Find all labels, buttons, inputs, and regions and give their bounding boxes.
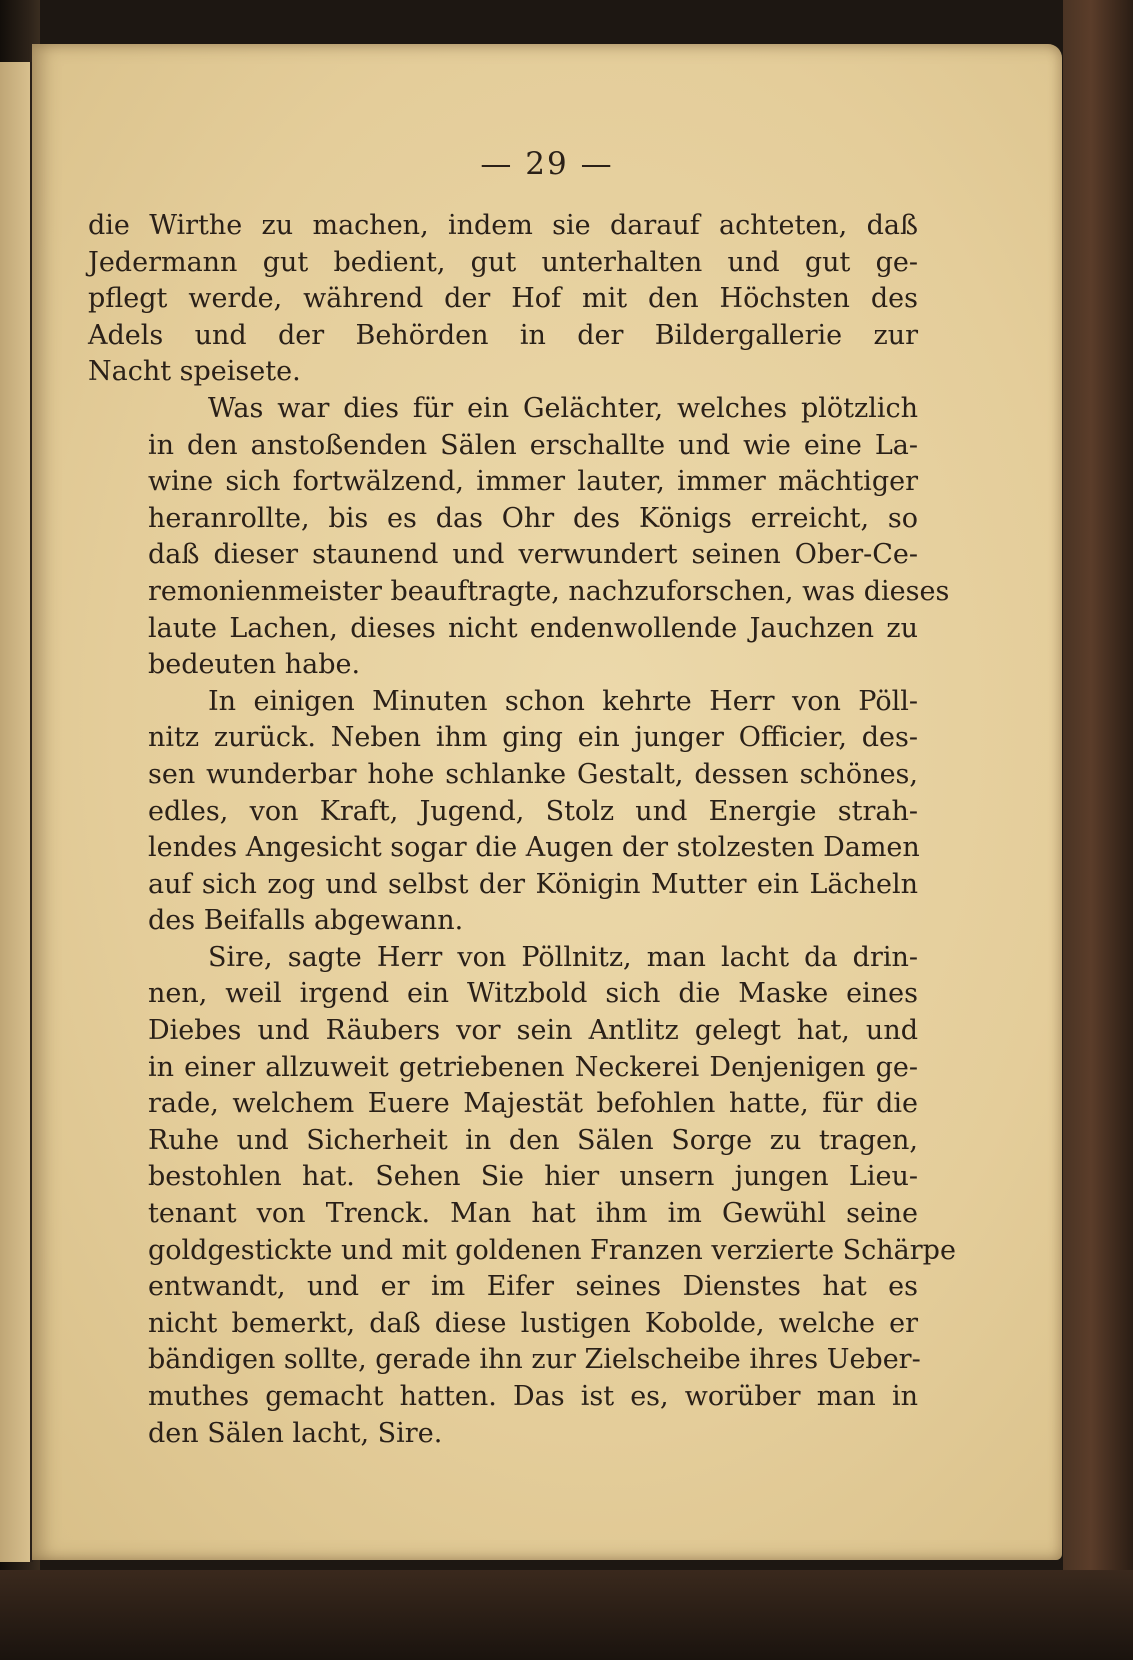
text-line: goldgestickte und mit goldenen Franzen verzierte Schärpe (148, 1234, 956, 1266)
text-line: die Wirthe zu machen, indem sie darauf achteten, daß (88, 210, 918, 241)
paragraph (88, 391, 950, 684)
text-line: sen wunderbar hohe schlanke Gestalt, dessen schönes, (148, 758, 918, 790)
text-line: pflegt werde, während der Hof mit den Höchsten des (88, 283, 918, 315)
text-line: Nacht speisete. (88, 356, 301, 388)
text-line: remonienmeister beauftragte, nachzuforschen, was dieses (148, 575, 950, 607)
text-line: in den anstoßenden Sälen erschallte und wie eine La- (148, 429, 918, 461)
text-line: des Beifalls abgewann. (148, 905, 464, 937)
text-line: Sire, sagte Herr von Pöllnitz, man lacht da drin- (208, 941, 918, 973)
text-line: nen, weil irgend ein Witzbold sich die Maske eines (148, 978, 918, 1010)
text-line: laute Lachen, dieses nicht endenwollende Jauchzen zu (148, 612, 918, 644)
text-line: Adels und der Behörden in der Bildergallerie zur (88, 319, 918, 351)
text-line: bändigen sollte, gerade ihn zur Zielscheibe ihres Ueber- (148, 1344, 921, 1376)
text-line: bedeuten habe. (148, 649, 361, 681)
text-line: bestohlen hat. Sehen Sie hier unsern jungen Lieu- (148, 1161, 918, 1193)
text-line: edles, von Kraft, Jugend, Stolz und Energie strah- (148, 795, 918, 827)
text-line: daß dieser staunend und verwundert seinen Ober-Ce- (148, 539, 918, 571)
text-line: Jedermann gut bedient, gut unterhalten und gut ge- (88, 246, 918, 278)
text-line: den Sälen lacht, Sire. (148, 1417, 443, 1449)
text-line: in einer allzuweit getriebenen Neckerei Denjenigen ge- (148, 1051, 918, 1083)
text-line: wine sich fortwälzend, immer lauter, immer mächtiger (148, 466, 918, 498)
text-line: tenant von Trenck. Man hat ihm im Gewühl seine (148, 1198, 918, 1230)
text-line: nitz zurück. Neben ihm ging ein junger Officier, des- (148, 722, 918, 754)
text-line: Diebes und Räubers vor sein Antlitz gelegt hat, und (148, 1015, 918, 1047)
previous-page-edge (0, 62, 33, 1562)
text-line: In einigen Minuten schon kehrte Herr von Pöll- (208, 685, 918, 717)
book-cover-right (1063, 0, 1133, 1660)
paragraph (88, 684, 918, 940)
text-line: entwandt, und er im Eifer seines Dienstes hat es (148, 1271, 918, 1303)
text-line: nicht bemerkt, daß diese lustigen Kobolde, welche er (148, 1307, 918, 1339)
text-line: auf sich zog und selbst der Königin Mutter ein Lächeln (148, 868, 918, 900)
paragraph (88, 208, 918, 391)
text-line: Ruhe und Sicherheit in den Sälen Sorge zu tragen, (148, 1124, 918, 1156)
page-text (88, 208, 956, 1452)
text-line: Was war dies für ein Gelächter, welches plötzlich (208, 392, 918, 424)
text-line: lendes Angesicht sogar die Augen der stolzesten Damen (148, 832, 920, 864)
book-page (32, 44, 1062, 1560)
text-line: rade, welchem Euere Majestät befohlen hatte, für die (148, 1088, 918, 1120)
text-line: heranrollte, bis es das Ohr des Königs erreicht, so (148, 502, 918, 534)
page-number: — 29 — (480, 146, 614, 182)
book-cover-bottom (0, 1570, 1133, 1660)
text-line: muthes gemacht hatten. Das ist es, worüber man in (148, 1381, 918, 1412)
paragraph (88, 940, 956, 1452)
